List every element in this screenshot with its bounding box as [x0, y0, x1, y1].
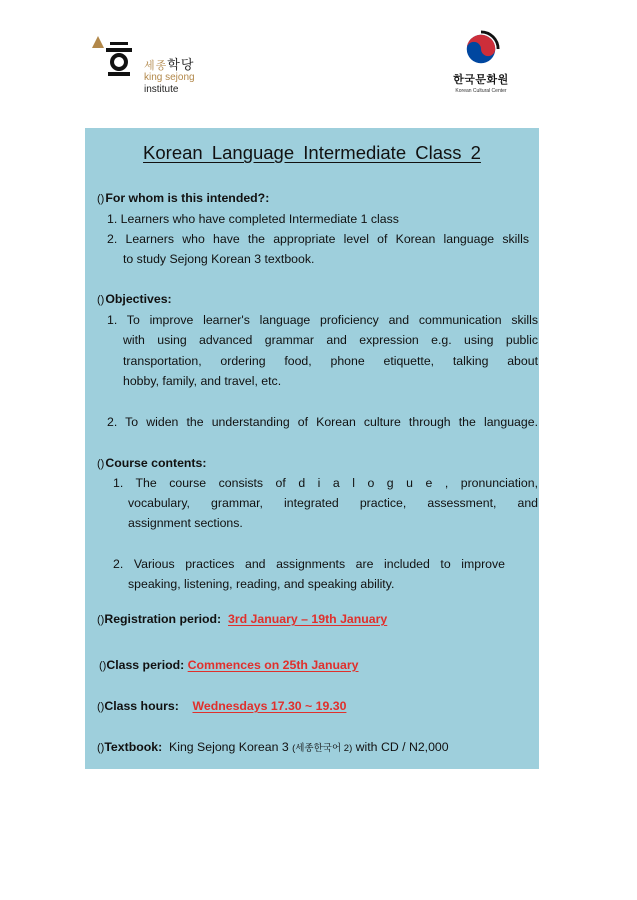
taeguk-icon — [462, 30, 500, 68]
bullet-icon: () — [97, 614, 105, 626]
objectives-heading-text: Objectives: — [105, 292, 172, 306]
contents-heading — [97, 456, 206, 470]
contents-item-2-cont: speaking, listening, reading, and speaking ability. — [128, 577, 395, 591]
bullet-icon: () — [97, 294, 105, 306]
bullet-icon: () — [97, 701, 105, 713]
contents-item-1-cont-b: assignment sections. — [128, 516, 243, 530]
contents-heading-text: Course contents: — [105, 456, 207, 470]
audience-heading — [97, 191, 269, 205]
page-title-text: Korean Language Intermediate Class 2 — [143, 142, 481, 163]
objectives-item-1-cont-a: with using advanced grammar and expression e.g. using public — [123, 333, 538, 347]
registration-label: Registration period: — [104, 612, 222, 626]
objectives-item-2: 2. To widen the understanding of Korean culture through the language. — [107, 415, 538, 429]
korean-cultural-center-logo — [446, 30, 516, 100]
objectives-item-1-cont-b: transportation, ordering food, phone etiquette, talking about — [123, 354, 538, 368]
class-hours-row — [97, 699, 346, 713]
ksi-korean-name — [144, 54, 194, 73]
class-period-row — [99, 658, 359, 672]
course-info-panel — [85, 128, 539, 769]
audience-heading-text: For whom is this intended?: — [105, 191, 270, 205]
textbook-row — [97, 740, 449, 754]
objectives-item-1: 1. To improve learner's language proficiency and communication skills — [107, 313, 538, 327]
bullet-icon: () — [99, 660, 107, 672]
audience-item-2: 2. Learners who have the appropriate level of Korean language skills — [107, 232, 529, 246]
bullet-icon: () — [97, 742, 105, 754]
registration-value: 3rd January – 19th January — [228, 612, 388, 626]
audience-item-1: 1. Learners who have completed Intermediate 1 class — [107, 212, 399, 226]
class-period-label: Class period: — [106, 658, 185, 672]
class-period-value: Commences on 25th January — [187, 658, 359, 672]
class-hours-label: Class hours: — [104, 699, 179, 713]
contents-item-1: 1. The course consists of d i a l o g u e , pronunciation, — [113, 476, 538, 490]
registration-row — [97, 612, 387, 626]
textbook-price: with CD / N2,000 — [355, 740, 449, 754]
king-sejong-institute-logo-icon — [88, 34, 140, 86]
ksi-english-name: king sejong — [144, 72, 195, 83]
class-hours-value: Wednesdays 17.30 ~ 19.30 — [192, 699, 347, 713]
objectives-heading — [97, 292, 172, 306]
bullet-icon: () — [97, 458, 105, 470]
king-sejong-institute-logo — [88, 34, 228, 100]
ksi-korean-a: 세종 — [144, 59, 168, 72]
textbook-title: King Sejong Korean 3 — [169, 740, 289, 754]
ksi-korean-b: 학당 — [167, 58, 195, 73]
bullet-icon: () — [97, 193, 105, 205]
kcc-english-name: Korean Cultural Center — [455, 88, 507, 94]
audience-item-2-cont: to study Sejong Korean 3 textbook. — [123, 252, 315, 266]
textbook-label: Textbook: — [104, 740, 163, 754]
textbook-korean-title: (세종한국어 2) — [292, 743, 353, 754]
kcc-korean-name: 한국문화원 — [453, 73, 509, 86]
contents-item-2: 2. Various practices and assignments are included to improve — [113, 557, 505, 571]
contents-item-1-cont-a: vocabulary, grammar, integrated practice, assessment, and — [128, 496, 538, 510]
page-title — [85, 142, 539, 164]
objectives-item-1-cont-c: hobby, family, and travel, etc. — [123, 374, 282, 388]
ksi-english-institute: institute — [144, 84, 179, 95]
